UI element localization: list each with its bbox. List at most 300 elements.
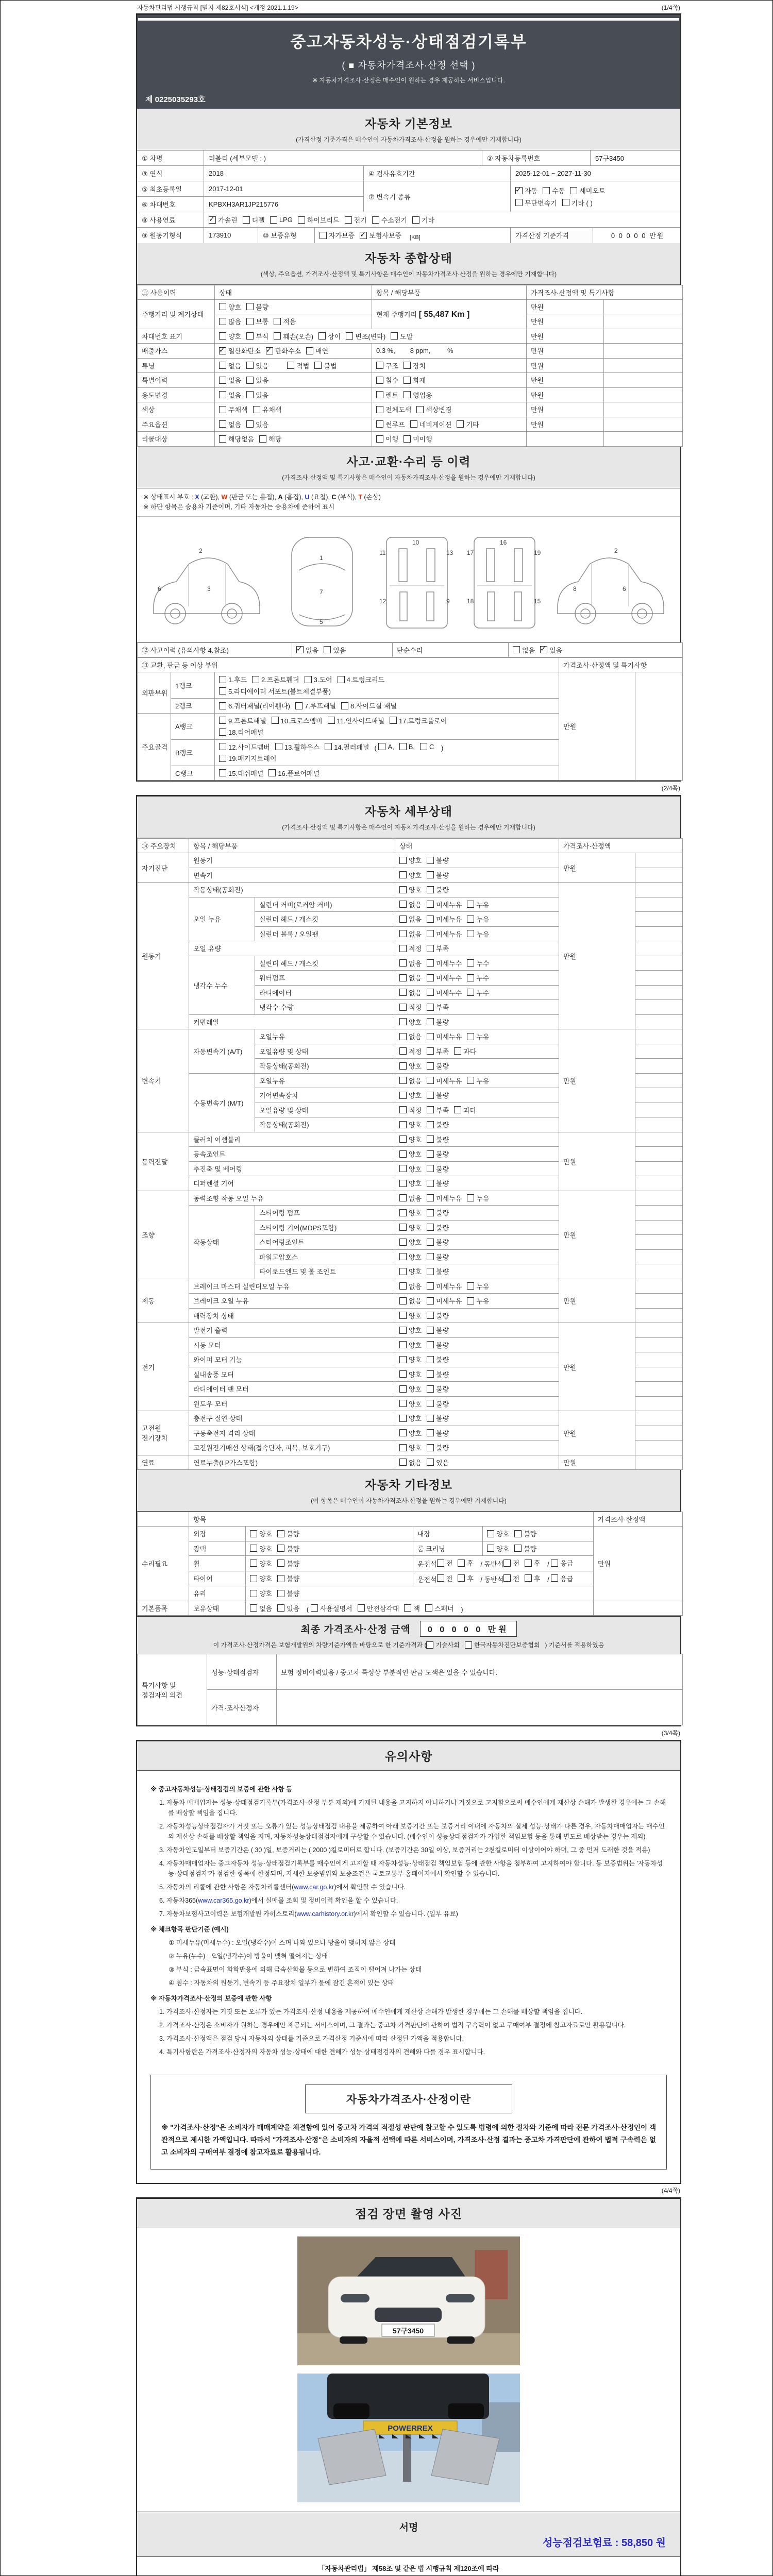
checkbox[interactable] [399, 1018, 407, 1025]
checkbox[interactable] [399, 1253, 407, 1260]
checkbox[interactable] [410, 420, 417, 428]
checkbox[interactable] [467, 901, 474, 908]
state-cell [215, 358, 372, 373]
checkbox[interactable] [246, 420, 254, 428]
checkbox[interactable] [399, 871, 407, 878]
checkbox[interactable] [427, 989, 434, 996]
checkbox-option [467, 973, 489, 982]
checkbox[interactable] [399, 1150, 407, 1158]
checkbox-label: 없음 [228, 420, 242, 429]
checkbox[interactable] [540, 646, 547, 653]
checkbox[interactable] [399, 1106, 407, 1113]
checkbox[interactable] [399, 886, 407, 893]
checkbox[interactable] [376, 406, 383, 413]
checkbox[interactable] [399, 901, 407, 908]
checkbox[interactable] [437, 1560, 444, 1567]
checkbox[interactable] [404, 1604, 411, 1612]
checkbox[interactable] [404, 391, 411, 398]
checkbox[interactable] [427, 1165, 434, 1172]
checkbox[interactable] [427, 916, 434, 923]
checkbox[interactable] [399, 1165, 407, 1172]
checkbox[interactable] [427, 959, 434, 967]
checkbox[interactable] [427, 1400, 434, 1407]
checkbox[interactable] [427, 1415, 434, 1422]
checkbox[interactable] [427, 1429, 434, 1436]
checkbox[interactable] [427, 1224, 434, 1231]
checkbox[interactable] [295, 702, 303, 709]
checkbox[interactable] [458, 1560, 465, 1567]
price-cell: 만원 [527, 417, 604, 432]
checkbox[interactable] [305, 676, 312, 683]
repair-item-label: 광택 [189, 1541, 246, 1556]
checkbox[interactable] [277, 1590, 284, 1597]
checkbox[interactable] [270, 216, 277, 224]
checkbox[interactable] [399, 1415, 407, 1422]
checkbox[interactable] [551, 1560, 558, 1567]
checkbox[interactable] [427, 1150, 434, 1158]
basic-info-table [137, 150, 680, 243]
checkbox[interactable] [427, 1312, 434, 1319]
checkbox[interactable] [277, 1604, 284, 1612]
checkbox-option [277, 1544, 299, 1553]
checkbox-option [427, 1178, 449, 1188]
checkbox[interactable] [219, 318, 226, 325]
checkbox[interactable] [427, 886, 434, 893]
checkbox-label: 있음 [256, 420, 269, 429]
checkbox[interactable] [513, 646, 520, 653]
checkbox-group [515, 185, 610, 195]
item-label: 스티어링조인트 [255, 1235, 395, 1250]
checkbox[interactable] [399, 1136, 407, 1143]
checkbox-label: 많음 [228, 318, 242, 326]
checkbox[interactable] [287, 362, 294, 369]
checkbox[interactable] [253, 406, 260, 413]
etc-header-row [138, 1512, 683, 1527]
model-year-value: 2018 [204, 166, 364, 181]
basic-row-3-4 [137, 181, 680, 212]
item-label: 워터펌프 [255, 971, 395, 986]
checkbox-option [305, 674, 332, 684]
checkbox[interactable] [250, 1530, 257, 1537]
checkbox[interactable] [427, 1092, 434, 1099]
checkbox[interactable] [219, 435, 226, 443]
panel-rank-table [137, 657, 683, 781]
checkbox[interactable] [250, 1575, 257, 1582]
checkbox[interactable] [372, 216, 379, 224]
checkbox[interactable] [427, 1297, 434, 1304]
checkbox[interactable] [277, 1575, 284, 1582]
checkbox-label: 양호 [409, 1444, 422, 1452]
checkbox[interactable] [487, 1545, 494, 1552]
checkbox-label: 불량 [436, 1312, 449, 1320]
checkbox-label: 렌트 [385, 391, 399, 399]
etc-band [137, 1470, 680, 1512]
checkbox[interactable] [246, 332, 254, 340]
checkbox-option [427, 988, 462, 997]
checkbox[interactable] [412, 216, 419, 224]
checkbox-group [487, 1544, 542, 1553]
checkbox[interactable] [219, 391, 226, 398]
checkbox[interactable] [328, 717, 335, 724]
checkbox[interactable] [426, 1641, 433, 1649]
panel-group-label: 주요골격 [138, 713, 171, 781]
checkbox-label: 양호 [409, 1165, 422, 1173]
checkbox[interactable] [399, 989, 407, 996]
checkbox[interactable] [427, 930, 434, 937]
checkbox[interactable] [341, 702, 348, 709]
notice-link[interactable]: www.car.go.kr [294, 1884, 334, 1891]
header-usage-history: ⑪ 사용이력 [138, 285, 215, 299]
checkbox-label: 양호 [409, 1370, 422, 1379]
checkbox[interactable] [427, 901, 434, 908]
checkbox[interactable] [399, 945, 407, 952]
checkbox[interactable] [277, 1545, 284, 1552]
checkbox[interactable] [427, 1047, 434, 1055]
checkbox[interactable] [399, 1268, 407, 1275]
checkbox[interactable] [399, 1047, 407, 1055]
checkbox-label: 침수 [385, 377, 399, 384]
checkbox[interactable] [427, 1077, 434, 1084]
checkbox[interactable] [399, 916, 407, 923]
checkbox[interactable] [570, 187, 577, 194]
checkbox[interactable] [427, 1136, 434, 1143]
checkbox-option [427, 914, 462, 924]
checkbox[interactable] [457, 420, 464, 428]
notice-item: 6. 자동차365(www.car365.go.kr)에서 실매물 조회 및 정비이력 확인을 할 수 있습니다. [159, 1897, 398, 1904]
checkbox[interactable] [427, 1253, 434, 1260]
checkbox[interactable] [246, 362, 254, 369]
checkbox[interactable] [467, 974, 474, 981]
state-cell [395, 926, 559, 941]
checkbox[interactable] [399, 1224, 407, 1231]
checkbox[interactable] [376, 420, 383, 428]
model-year-label: ③ 연식 [137, 166, 204, 181]
checkbox[interactable] [376, 362, 383, 369]
state-cell [395, 1103, 559, 1117]
checkbox[interactable] [318, 332, 326, 340]
checkbox[interactable] [268, 769, 276, 776]
item-cell [372, 358, 527, 373]
checkbox-option [427, 1237, 449, 1247]
checkbox[interactable] [376, 377, 383, 384]
checkbox[interactable] [514, 1530, 522, 1537]
basic-items-group-label: 기본품목 [138, 1601, 189, 1616]
memo-cell [635, 853, 683, 868]
checkbox[interactable] [427, 1327, 434, 1334]
checkbox[interactable] [219, 687, 226, 694]
repair-group-label: 수리필요 [138, 1527, 189, 1601]
photos-title: 점검 장면 촬영 사진 [355, 2207, 462, 2221]
checkbox[interactable] [399, 743, 407, 750]
checkbox[interactable] [467, 930, 474, 937]
checkbox[interactable] [219, 347, 226, 354]
checkbox[interactable] [399, 1062, 407, 1070]
checkbox[interactable] [219, 769, 226, 776]
checkbox[interactable] [467, 989, 474, 996]
checkbox[interactable] [219, 406, 226, 413]
usage-item-label: 차대번호 표기 [138, 329, 215, 344]
checkbox[interactable] [467, 1033, 474, 1040]
checkbox[interactable] [209, 216, 216, 224]
checkbox[interactable] [427, 1004, 434, 1011]
checkbox-option [427, 1061, 449, 1071]
checkbox-group [399, 973, 494, 982]
checkbox[interactable] [420, 743, 427, 750]
checkbox[interactable] [404, 377, 411, 384]
checkbox[interactable] [399, 1459, 407, 1466]
checkbox[interactable] [427, 1459, 434, 1466]
checkbox[interactable] [346, 332, 353, 340]
item-sub-label: 냉각수 누수 [189, 956, 255, 1014]
checkbox[interactable] [320, 232, 327, 239]
checkbox[interactable] [250, 1560, 257, 1567]
checkbox[interactable] [458, 1574, 465, 1582]
checkbox-option [487, 1529, 509, 1538]
checkbox[interactable] [358, 1604, 365, 1612]
checkbox[interactable] [314, 362, 322, 369]
checkbox[interactable] [378, 743, 385, 750]
panel-header-label: ⑬ 교환, 판금 등 이상 부위 [138, 658, 559, 672]
checkbox[interactable] [246, 391, 254, 398]
checkbox[interactable] [437, 1574, 444, 1582]
checkbox[interactable] [427, 1239, 434, 1246]
checkbox[interactable] [399, 1370, 407, 1378]
checkbox[interactable] [219, 717, 226, 724]
checkbox[interactable] [277, 1560, 284, 1567]
checkbox[interactable] [399, 1180, 407, 1187]
checkbox[interactable] [525, 1574, 532, 1582]
checkbox[interactable] [399, 1209, 407, 1216]
notice-item: ③ 부식 : 금속표면이 화학반응에 의해 금속산화물 등으로 변하여 조직이 떨어져 나가는 상태 [169, 1966, 422, 1973]
notice-item: 1. 자동차 매매업자는 성능·상태점검기록부(가격조사·산정 부분 제외)에 기재된 내용을 고지하지 아니하거나 거짓으로 고지함으로써 매수인에게 재산상 손해가 발생한 경우에는 그 손해를 배상할 책임을 집니다. [159, 1799, 666, 1817]
checkbox[interactable] [427, 857, 434, 864]
checkbox-option [467, 914, 489, 924]
checkbox[interactable] [427, 1062, 434, 1070]
checkbox[interactable] [562, 199, 569, 206]
checkbox[interactable] [219, 702, 226, 709]
checkbox[interactable] [219, 743, 226, 750]
checkbox-option [543, 185, 565, 195]
checkbox-option [219, 361, 241, 370]
checkbox[interactable] [399, 1194, 407, 1201]
checkbox[interactable] [391, 332, 398, 340]
checkbox-option [427, 1354, 449, 1364]
checkbox[interactable] [274, 318, 281, 325]
checkbox[interactable] [345, 216, 352, 224]
checkbox[interactable] [219, 676, 226, 683]
checkbox[interactable] [277, 1530, 284, 1537]
checkbox-label: 양호 [409, 1400, 422, 1408]
checkbox[interactable] [454, 1106, 461, 1113]
checkbox[interactable] [467, 1077, 474, 1084]
checkbox[interactable] [525, 1560, 532, 1567]
checkbox[interactable] [399, 857, 407, 864]
item-label: 오일 유량 [189, 941, 395, 956]
checkbox[interactable] [219, 755, 226, 762]
page-mark-4: (4/4쪽) [661, 2187, 680, 2194]
checkbox-option [427, 1252, 449, 1262]
state-cell [395, 1440, 559, 1455]
checkbox[interactable] [399, 1282, 407, 1290]
notice-link[interactable]: www.car365.go.kr [198, 1897, 249, 1904]
checkbox[interactable] [399, 1004, 407, 1011]
checkbox-option [250, 1558, 272, 1568]
checkbox[interactable] [399, 1092, 407, 1099]
checkbox-option [219, 346, 261, 355]
checkbox[interactable] [324, 646, 331, 653]
checkbox[interactable] [399, 1239, 407, 1246]
checkbox[interactable] [467, 1297, 474, 1304]
checkbox[interactable] [427, 1033, 434, 1040]
checkbox[interactable] [376, 391, 383, 398]
checkbox[interactable] [399, 1077, 407, 1084]
checkbox[interactable] [503, 1560, 511, 1567]
checkbox[interactable] [250, 1604, 257, 1612]
checkbox-label: 18.리어패널 [228, 728, 264, 736]
checkbox[interactable] [427, 1444, 434, 1451]
checkbox[interactable] [427, 1209, 434, 1216]
legend-text: (요철), [309, 493, 332, 501]
final-price-note: 이 가격조사·산정가격은 보험개발원의 차량기준가액을 바탕으로 한 기준가격과 ( 기술사회 한국자동차진단보증협회 ) 기준서를 적용하였음 [213, 1641, 604, 1649]
checkbox[interactable] [399, 1297, 407, 1304]
checkbox[interactable] [543, 187, 550, 194]
checkbox[interactable] [399, 1327, 407, 1334]
checkbox[interactable] [467, 1282, 474, 1290]
checkbox[interactable] [425, 1604, 432, 1612]
checkbox[interactable] [250, 1590, 257, 1597]
item-label: 실린더 헤드 / 개스킷 [255, 956, 395, 971]
checkbox-label: 미이행 [413, 435, 432, 443]
checkbox-option [246, 316, 268, 326]
checkbox[interactable] [399, 1341, 407, 1348]
checkbox[interactable] [298, 216, 305, 224]
checkbox[interactable] [399, 1444, 407, 1451]
checkbox[interactable] [399, 1429, 407, 1436]
checkbox[interactable] [427, 1106, 434, 1113]
checkbox-label: 전체도색 [385, 406, 412, 414]
checkbox[interactable] [399, 974, 407, 981]
checkbox-label: 누수 [476, 974, 490, 982]
checkbox-label: 불량 [256, 303, 269, 311]
checkbox[interactable] [250, 1545, 257, 1552]
checkbox[interactable] [399, 930, 407, 937]
checkbox[interactable] [219, 362, 226, 369]
checkbox[interactable] [243, 216, 250, 224]
checkbox[interactable] [246, 303, 254, 310]
checkbox[interactable] [252, 676, 259, 683]
checkbox[interactable] [399, 959, 407, 967]
checkbox[interactable] [246, 318, 254, 325]
checkbox[interactable] [427, 1268, 434, 1275]
checkbox[interactable] [427, 1282, 434, 1290]
checkbox[interactable] [427, 1194, 434, 1201]
checkbox[interactable] [399, 1356, 407, 1363]
checkbox[interactable] [360, 232, 367, 239]
item-label: 라디에이터 [255, 985, 395, 1000]
checkbox[interactable] [427, 1356, 434, 1363]
checkbox[interactable] [514, 1545, 522, 1552]
rank-items-line [219, 753, 554, 764]
checkbox[interactable] [219, 377, 226, 384]
notice-link[interactable]: www.carhistory.or.kr [296, 1910, 354, 1918]
checkbox[interactable] [275, 743, 282, 750]
checkbox[interactable] [465, 1641, 472, 1649]
checkbox[interactable] [272, 717, 279, 724]
checkbox[interactable] [515, 187, 523, 194]
checkbox[interactable] [515, 199, 523, 206]
checkbox[interactable] [467, 1194, 474, 1201]
checkbox-group [399, 1090, 454, 1100]
price-cell: 만원 [559, 883, 635, 1029]
checkbox[interactable] [427, 1370, 434, 1378]
checkbox[interactable] [390, 717, 397, 724]
symbol-letter: C [331, 493, 337, 501]
checkbox-group [399, 1354, 454, 1364]
checkbox[interactable] [338, 676, 345, 683]
checkbox[interactable] [427, 974, 434, 981]
checkbox[interactable] [219, 332, 226, 340]
checkbox[interactable] [467, 959, 474, 967]
checkbox[interactable] [399, 1385, 407, 1393]
memo-cell [635, 1308, 683, 1323]
checkbox-group [219, 302, 274, 312]
checkbox[interactable] [219, 303, 226, 310]
checkbox[interactable] [306, 347, 313, 354]
checkbox[interactable] [427, 1341, 434, 1348]
checkbox[interactable] [399, 1400, 407, 1407]
checkbox-option [458, 1558, 474, 1568]
engine-warranty-row [137, 228, 680, 243]
checkbox[interactable] [427, 1180, 434, 1187]
checkbox[interactable] [487, 1530, 494, 1537]
checkbox[interactable] [427, 1018, 434, 1025]
checkbox[interactable] [404, 362, 411, 369]
checkbox[interactable] [296, 646, 304, 653]
checkbox[interactable] [266, 347, 273, 354]
checkbox[interactable] [219, 420, 226, 428]
checkbox[interactable] [325, 743, 332, 750]
checkbox[interactable] [404, 435, 411, 443]
checkbox[interactable] [551, 1574, 558, 1582]
price-cell: 만원 [594, 1527, 683, 1601]
checkbox[interactable] [427, 1121, 434, 1128]
notice-item: 4. 자동차매매업자는 중고자동차 성능·상태점검기록부를 매수인에게 고지할 때 자동차성능·상태점검 책임보험 등에 관한 사항을 첨부하여 고지하여야 합니다. 동 보증범위는 '자동차성능·상태점검자'가 점검한 항목에 한정되며, 자세한 보증범위와 보증조건은 국토교통부 홈페이지에서 확인할 수 있습니다. [159, 1860, 663, 1877]
checkbox[interactable] [274, 332, 281, 340]
checkbox[interactable] [416, 406, 424, 413]
state-cell [395, 941, 559, 956]
checkbox-option [399, 1325, 422, 1335]
checkbox[interactable] [376, 435, 383, 443]
checkbox[interactable] [311, 1604, 318, 1612]
checkbox[interactable] [454, 1047, 461, 1055]
checkbox-label: 없음 [228, 362, 242, 370]
checkbox[interactable] [219, 728, 226, 736]
checkbox[interactable] [399, 1121, 407, 1128]
checkbox[interactable] [399, 1312, 407, 1319]
checkbox-label: 없음 [409, 930, 422, 938]
checkbox[interactable] [399, 1033, 407, 1040]
checkbox-label: 있음 [333, 646, 346, 654]
checkbox[interactable] [427, 871, 434, 878]
checkbox[interactable] [467, 916, 474, 923]
checkbox[interactable] [259, 435, 266, 443]
checkbox[interactable] [503, 1574, 511, 1582]
checkbox-label: 양호 [409, 1209, 422, 1217]
checkbox[interactable] [246, 377, 254, 384]
checkbox[interactable] [427, 1385, 434, 1393]
checkbox-option [376, 419, 405, 429]
checkbox[interactable] [427, 945, 434, 952]
